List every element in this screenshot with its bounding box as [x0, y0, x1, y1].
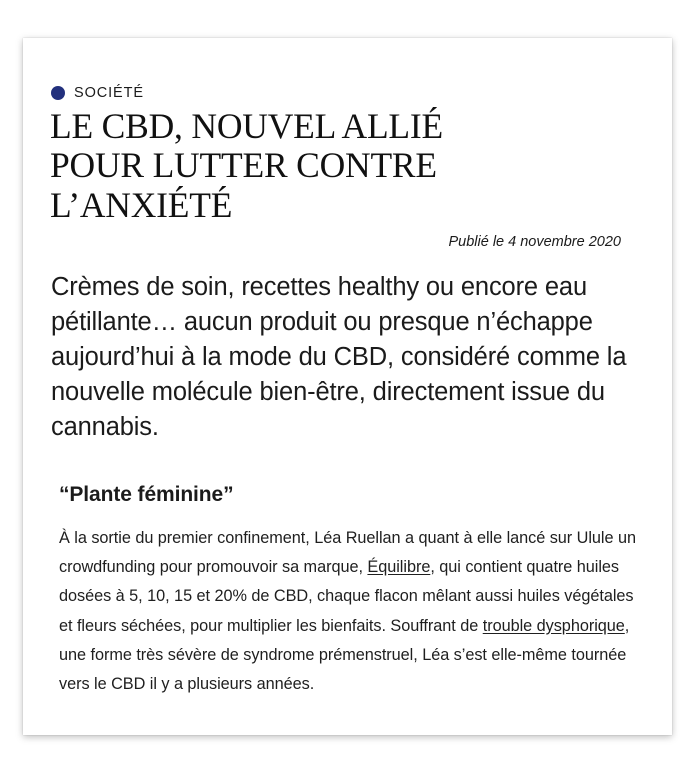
link-equilibre[interactable]: Équilibre — [367, 558, 431, 577]
link-trouble-dysphorique[interactable]: trouble dysphorique — [482, 616, 625, 635]
article-content — [23, 38, 672, 735]
body-segment-3: , une forme très sévère de syndrome prémenstruel, Léa s’est elle-même tournée vers le CBD il y a plusieurs années. — [59, 616, 630, 693]
category-dot-icon — [51, 86, 65, 100]
body-segment-1: À la sortie du premier confinement, Léa Ruellan a quant à elle lancé sur Ulule un crowdfunding pour promouvoir sa marque, — [59, 529, 636, 577]
article-card — [23, 38, 672, 735]
category-label: SOCIÉTÉ — [74, 85, 144, 101]
publication-date: Publié le 4 novembre 2020 — [448, 234, 621, 251]
section-subheading: “Plante féminine” — [59, 482, 234, 506]
category-kicker[interactable] — [50, 86, 644, 101]
body-segment-2: , qui contient quatre huiles dosées à 5, 10, 15 et 20% de CBD, chaque flacon mêlant aussi huiles végétales et fleurs séchées, pour multiplier les bienfaits. Souffrant de — [59, 558, 634, 635]
article-body-paragraph — [59, 524, 637, 699]
page-title: LE CBD, NOUVEL ALLIÉ POUR LUTTER CONTRE L’ANXIÉTÉ — [50, 105, 444, 225]
article-standfirst: Crèmes de soin, recettes healthy ou encore eau pétillante… aucun produit ou presque n’échappe aujourd’hui à la mode du CBD, considéré comme la nouvelle molécule bien-être, directement issue du cannabis. — [51, 272, 627, 441]
